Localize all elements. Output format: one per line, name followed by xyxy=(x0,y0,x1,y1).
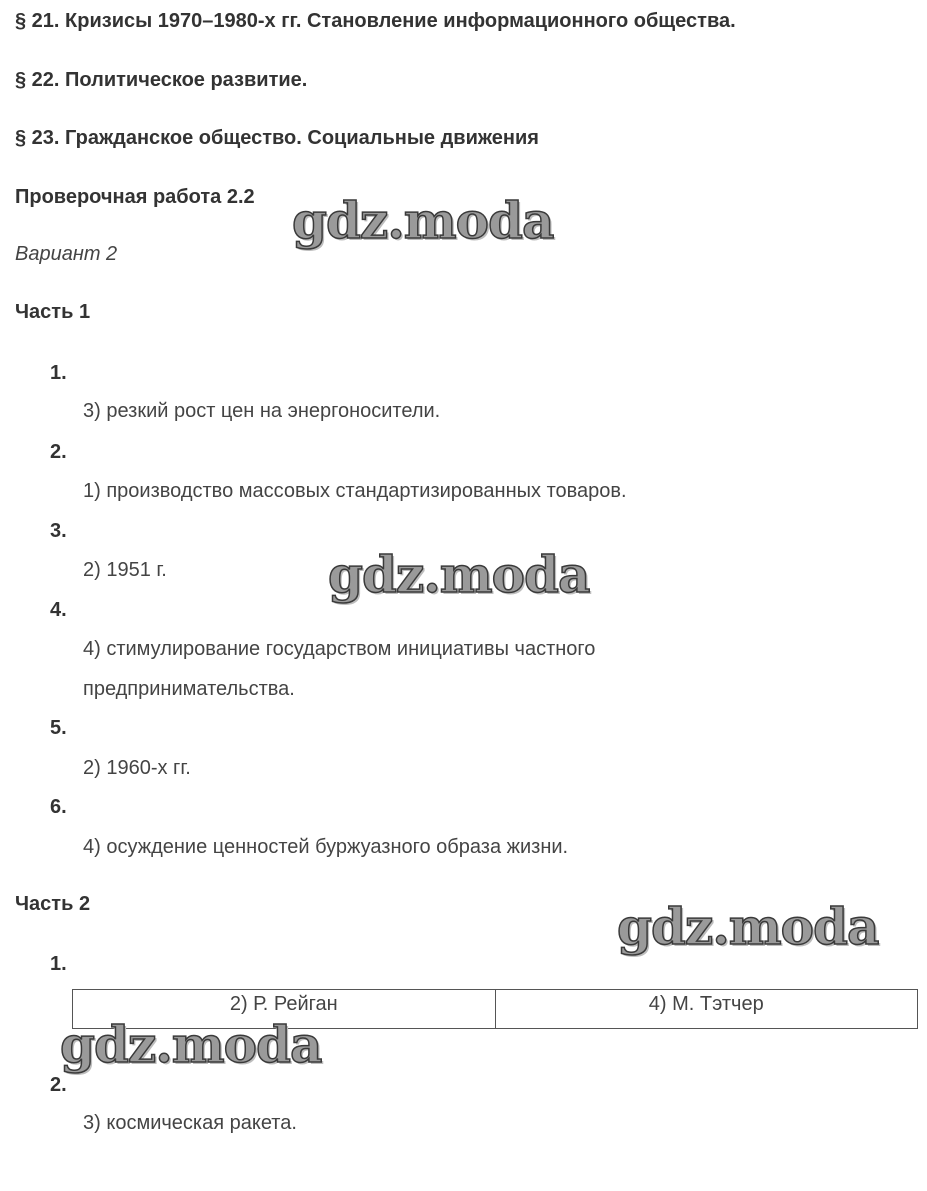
variant-label: Вариант 2 xyxy=(15,243,118,265)
answer-text: 1) производство массовых стандартизированных товаров. xyxy=(83,480,627,502)
section-22-heading: § 22. Политическое развитие. xyxy=(15,69,308,91)
question-number: 6. xyxy=(50,796,67,818)
watermark-logo: gdz.moda xyxy=(292,191,554,250)
answer-text-line-1: 4) стимулирование государством инициативы частного xyxy=(83,638,596,660)
section-21-heading: § 21. Кризисы 1970–1980-х гг. Становление информационного общества. xyxy=(15,10,736,32)
answer-text: 3) резкий рост цен на энергоносители. xyxy=(83,400,441,422)
part-2-heading: Часть 2 xyxy=(15,893,91,915)
question-number: 2. xyxy=(50,441,67,463)
question-number: 4. xyxy=(50,599,67,621)
part-1-heading: Часть 1 xyxy=(15,301,91,323)
table-cell: 4) М. Тэтчер xyxy=(495,990,918,1028)
question-number: 3. xyxy=(50,520,67,542)
answer-text-line-2: предпринимательства. xyxy=(83,678,295,700)
watermark-logo: gdz.moda xyxy=(617,897,879,956)
watermark-logo: gdz.moda xyxy=(328,545,590,604)
answer-text: 3) космическая ракета. xyxy=(83,1112,297,1134)
table-cell: 2) Р. Рейган xyxy=(229,993,338,1015)
test-title: Проверочная работа 2.2 xyxy=(15,186,255,208)
watermark-logo: gdz.moda xyxy=(60,1015,322,1074)
answer-text: 2) 1951 г. xyxy=(83,559,167,581)
question-number: 1. xyxy=(50,362,67,384)
answer-text: 4) осуждение ценностей буржуазного образа жизни. xyxy=(83,836,569,858)
question-number: 5. xyxy=(50,717,67,739)
section-23-heading: § 23. Гражданское общество. Социальные движения xyxy=(15,127,539,149)
question-number: 2. xyxy=(50,1074,67,1096)
question-number: 1. xyxy=(50,953,67,975)
answer-text: 2) 1960-х гг. xyxy=(83,757,191,779)
